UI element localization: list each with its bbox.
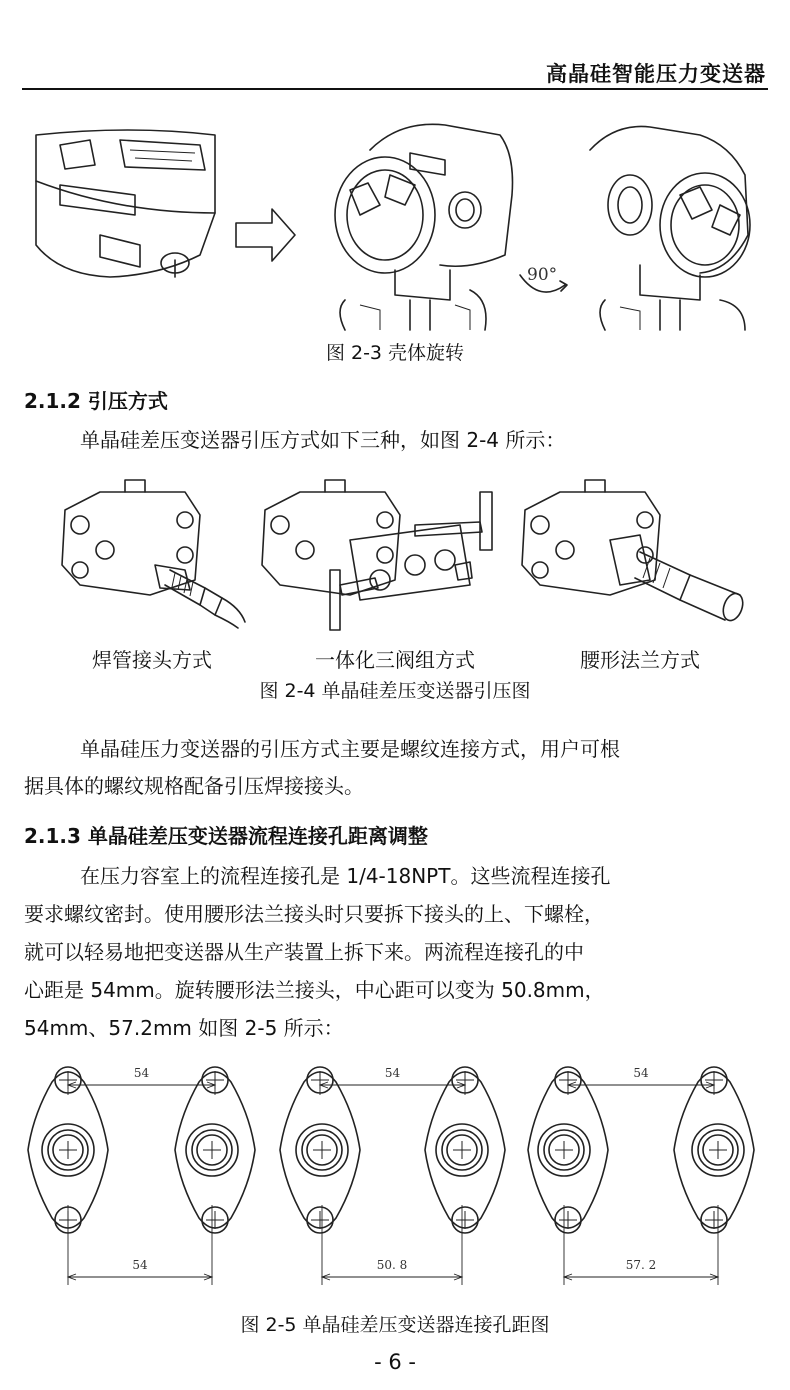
page-number: - 6 - — [374, 1350, 416, 1374]
group-1-top-dimension-text: 54 — [384, 1066, 401, 1080]
group-2-top-dimension-text: 54 — [633, 1066, 649, 1080]
transition-arrow-icon — [236, 209, 295, 261]
section-2-1-3-paragraph: 在压力容室上的流程连接孔是 1/4-18NPT。这些流程连接孔 要求螺纹密封。使用腰形法兰接头时只要拆下接头的上、下螺栓， 就可以轻易地把变送器从生产装置上拆下来。两流程连接孔的中 心距是 54mm。旋转腰形法兰接头，中心距可以变为 50.8mm， 54mm、57.2mm 如图 2-5 所示： — [24, 864, 611, 1040]
figure-2-3-caption: 图 2-3 壳体旋转 — [325, 342, 465, 364]
label-oval-flange: 腰形法兰方式 — [580, 648, 700, 672]
figure-2-5-caption: 图 2-5 单晶硅差压变送器连接孔距图 — [240, 1314, 550, 1336]
weld-pipe-connector-drawing — [62, 480, 245, 628]
figure-2-4-caption: 图 2-4 单晶硅差压变送器引压图 — [259, 680, 531, 702]
figure-2-5-drawing — [0, 1055, 790, 1305]
group-1-bottom-dimension-text: 50. 8 — [376, 1258, 408, 1272]
section-2-1-2-heading: 2.1.2 引压方式 — [24, 389, 168, 413]
group-0-bottom-dimension-text: 54 — [132, 1258, 148, 1272]
transmitter-before-rotation — [335, 124, 513, 330]
rotation-angle-label: 90° — [527, 265, 558, 285]
group-0-top-dimension-text: 54 — [133, 1066, 150, 1080]
section-2-1-3-heading: 2.1.3 单晶硅差压变送器流程连接孔距离调整 — [24, 824, 428, 848]
thread-connection-paragraph: 单晶硅压力变送器的引压方式主要是螺纹连接方式，用户可根 据具体的螺纹规格配备引压焊接接头。 — [24, 737, 620, 798]
group-2-bottom-dimension-text: 57. 2 — [625, 1258, 657, 1272]
transmitter-after-rotation — [590, 126, 750, 330]
running-header-title: 高晶硅智能压力变送器 — [546, 62, 766, 86]
figure-2-4-drawing — [0, 470, 790, 640]
three-valve-manifold-drawing — [262, 480, 492, 630]
header-rule — [22, 88, 768, 90]
figure-2-3-drawing — [0, 95, 790, 330]
label-three-valve-manifold: 一体化三阀组方式 — [315, 648, 475, 672]
oval-flange-connector-drawing — [522, 480, 746, 623]
housing-bottom-view — [36, 130, 215, 277]
label-weld-pipe-connector: 焊管接头方式 — [92, 648, 212, 672]
